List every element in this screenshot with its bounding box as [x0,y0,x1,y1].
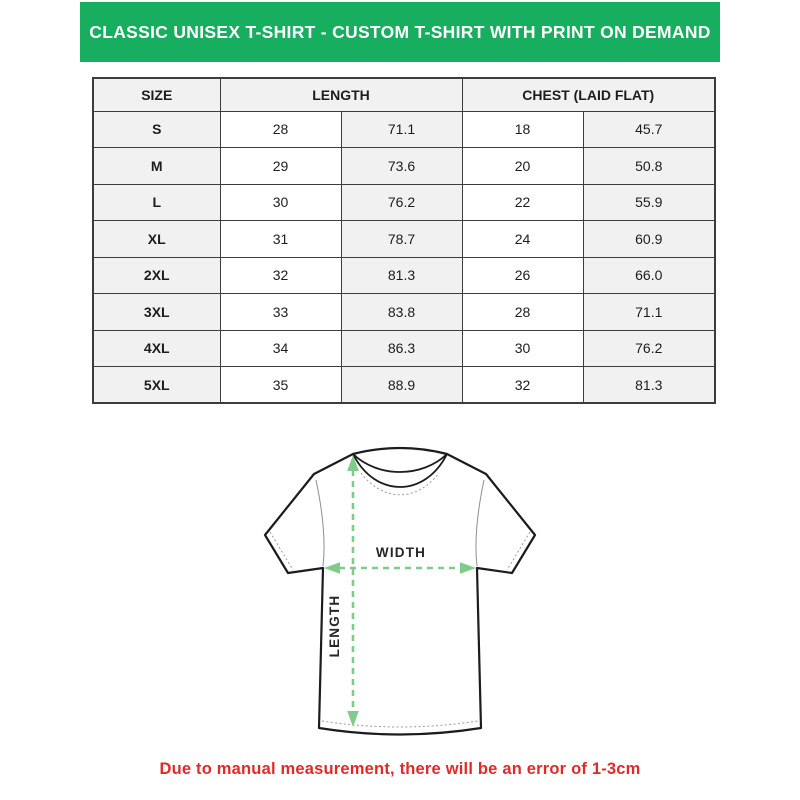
column-header-chest: CHEST (LAID FLAT) [462,78,715,111]
column-header-length: LENGTH [220,78,462,111]
length-inches-cell: 28 [220,111,341,148]
chest-cm-cell: 45.7 [583,111,715,148]
chest-inches-cell: 20 [462,148,583,185]
table-row [93,111,715,148]
measurement-disclaimer: Due to manual measurement, there will be an error of 1-3cm [159,760,641,778]
length-inches-cell: 33 [220,294,341,331]
chest-inches-cell: 26 [462,257,583,294]
size-cell: M [93,148,220,185]
table-header-row [93,78,715,111]
tshirt-outline [265,448,535,735]
length-cm-cell: 73.6 [341,148,462,185]
column-header-size: SIZE [93,78,220,111]
table-row [93,148,715,185]
size-cell: 4XL [93,330,220,367]
length-inches-cell: 34 [220,330,341,367]
size-cell: XL [93,221,220,258]
chest-inches-cell: 24 [462,221,583,258]
chest-cm-cell: 60.9 [583,221,715,258]
chest-inches-cell: 32 [462,367,583,404]
size-cell: 5XL [93,367,220,404]
chest-inches-cell: 18 [462,111,583,148]
length-cm-cell: 81.3 [341,257,462,294]
length-cm-cell: 78.7 [341,221,462,258]
length-label: LENGTH [327,594,342,658]
length-inches-cell: 31 [220,221,341,258]
page-title: CLASSIC UNISEX T-SHIRT - CUSTOM T-SHIRT WITH PRINT ON DEMAND [89,21,711,42]
length-cm-cell: 71.1 [341,111,462,148]
chest-inches-cell: 30 [462,330,583,367]
table-row [93,221,715,258]
table-body [93,111,715,403]
length-cm-cell: 76.2 [341,184,462,221]
table-row [93,367,715,404]
chest-cm-cell: 76.2 [583,330,715,367]
chest-cm-cell: 71.1 [583,294,715,331]
table-row [93,330,715,367]
width-label: WIDTH [375,545,427,560]
tshirt-measurement-diagram [250,440,550,752]
size-cell: S [93,111,220,148]
table-row [93,294,715,331]
length-inches-cell: 29 [220,148,341,185]
size-chart-table [92,77,716,404]
chest-cm-cell: 50.8 [583,148,715,185]
chest-cm-cell: 81.3 [583,367,715,404]
length-cm-cell: 86.3 [341,330,462,367]
chest-cm-cell: 66.0 [583,257,715,294]
length-cm-cell: 83.8 [341,294,462,331]
table-row [93,184,715,221]
length-cm-cell: 88.9 [341,367,462,404]
length-inches-cell: 30 [220,184,341,221]
title-banner [80,2,720,62]
size-cell: 2XL [93,257,220,294]
chest-inches-cell: 22 [462,184,583,221]
length-inches-cell: 35 [220,367,341,404]
chest-inches-cell: 28 [462,294,583,331]
chest-cm-cell: 55.9 [583,184,715,221]
size-cell: L [93,184,220,221]
size-cell: 3XL [93,294,220,331]
length-inches-cell: 32 [220,257,341,294]
table-row [93,257,715,294]
